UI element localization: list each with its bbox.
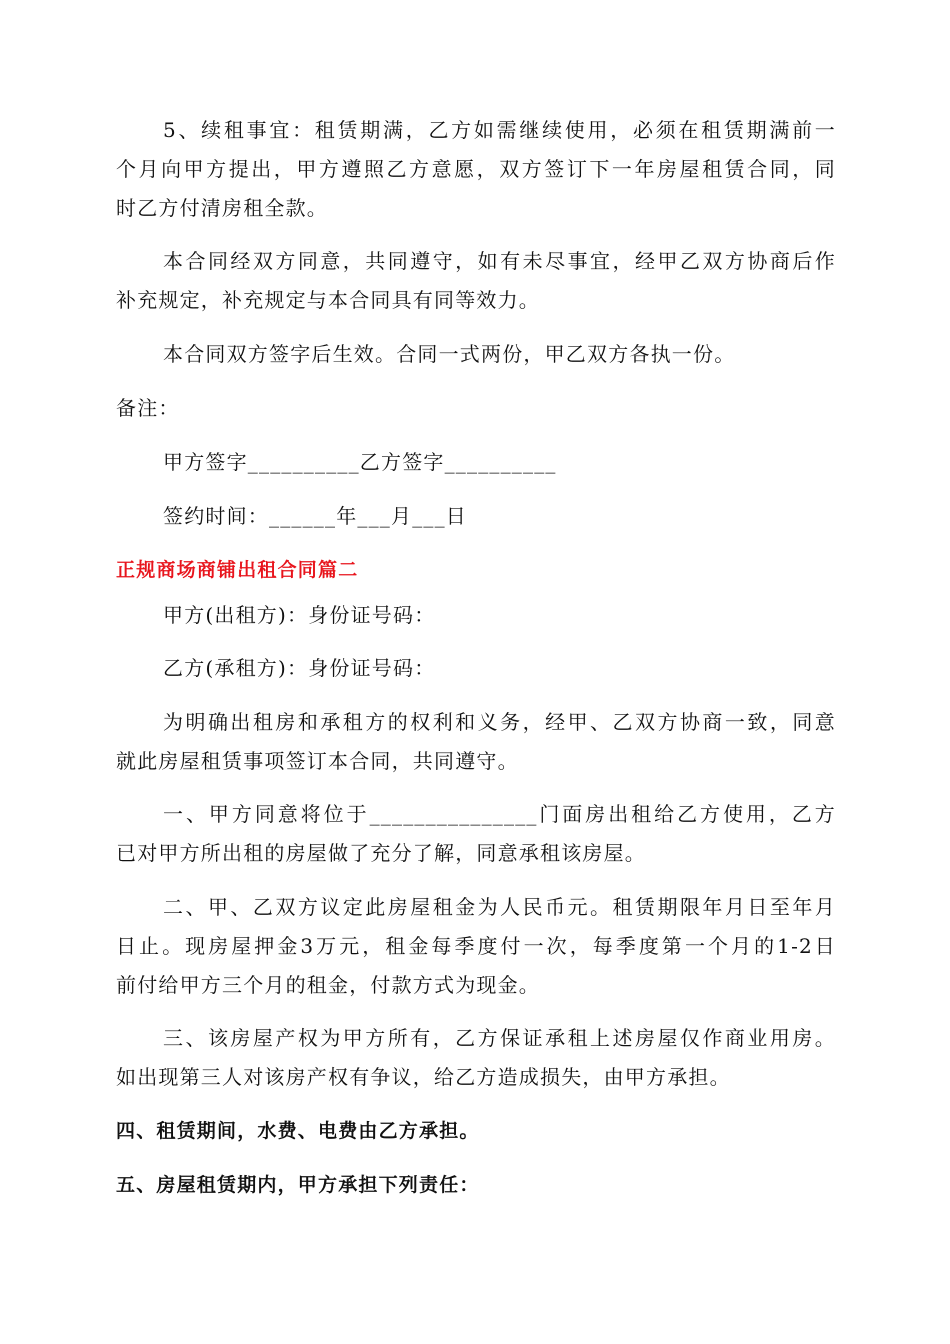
preamble-line-1: 为明确出租房和承租方的权利和义务，经甲、乙双方协商一致，同意 <box>163 710 836 734</box>
supplement-line-1: 本合同经双方同意，共同遵守，如有未尽事宜，经甲乙双方协商后作 <box>163 249 836 273</box>
party-a-line: 甲方(出租方)：身份证号码： <box>163 603 436 627</box>
clause-5-line-1: 5、续租事宜：租赁期满，乙方如需继续使用，必须在租赁期满前一 <box>163 118 836 142</box>
clause-5-line-2: 个月向甲方提出，甲方遵照乙方意愿，双方签订下一年房屋租赁合同，同 <box>116 157 836 181</box>
clause-4: 四、租赁期间，水费、电费由乙方承担。 <box>116 1120 480 1142</box>
clause-5-heading: 五、房屋租赁期内，甲方承担下列责任： <box>116 1174 480 1196</box>
clause-1-line-1: 一、甲方同意将位于_______________门面房出租给乙方使用，乙方 <box>163 802 836 826</box>
clause-2-line-3: 前付给甲方三个月的租金，付款方式为现金。 <box>116 973 540 997</box>
supplement-line-2: 补充规定，补充规定与本合同具有同等效力。 <box>116 288 540 312</box>
clause-1-line-2: 已对甲方所出租的房屋做了充分了解，同意承租该房屋。 <box>116 841 646 865</box>
clause-3-line-2: 如出现第三人对该房产权有争议，给乙方造成损失，由甲方承担。 <box>116 1065 731 1089</box>
signing-date-line: 签约时间：______年___月___日 <box>163 504 467 528</box>
party-b-line: 乙方(承租方)：身份证号码： <box>163 656 436 680</box>
clause-2-line-2: 日止。现房屋押金3万元，租金每季度付一次，每季度第一个月的1-2日 <box>116 934 836 958</box>
section-heading: 正规商场商铺出租合同篇二 <box>116 559 359 581</box>
clause-2-line-1: 二、甲、乙双方议定此房屋租金为人民币元。租赁期限年月日至年月 <box>163 895 836 919</box>
clause-3-line-1: 三、该房屋产权为甲方所有，乙方保证承租上述房屋仅作商业用房。 <box>163 1026 836 1050</box>
preamble-line-2: 就此房屋租赁事项签订本合同，共同遵守。 <box>116 749 519 773</box>
effective-clause: 本合同双方签字后生效。合同一式两份，甲乙双方各执一份。 <box>163 342 736 366</box>
clause-5-line-3: 时乙方付清房租全款。 <box>116 196 328 220</box>
signature-line: 甲方签字__________乙方签字__________ <box>163 450 557 474</box>
remarks-label: 备注： <box>116 396 180 420</box>
